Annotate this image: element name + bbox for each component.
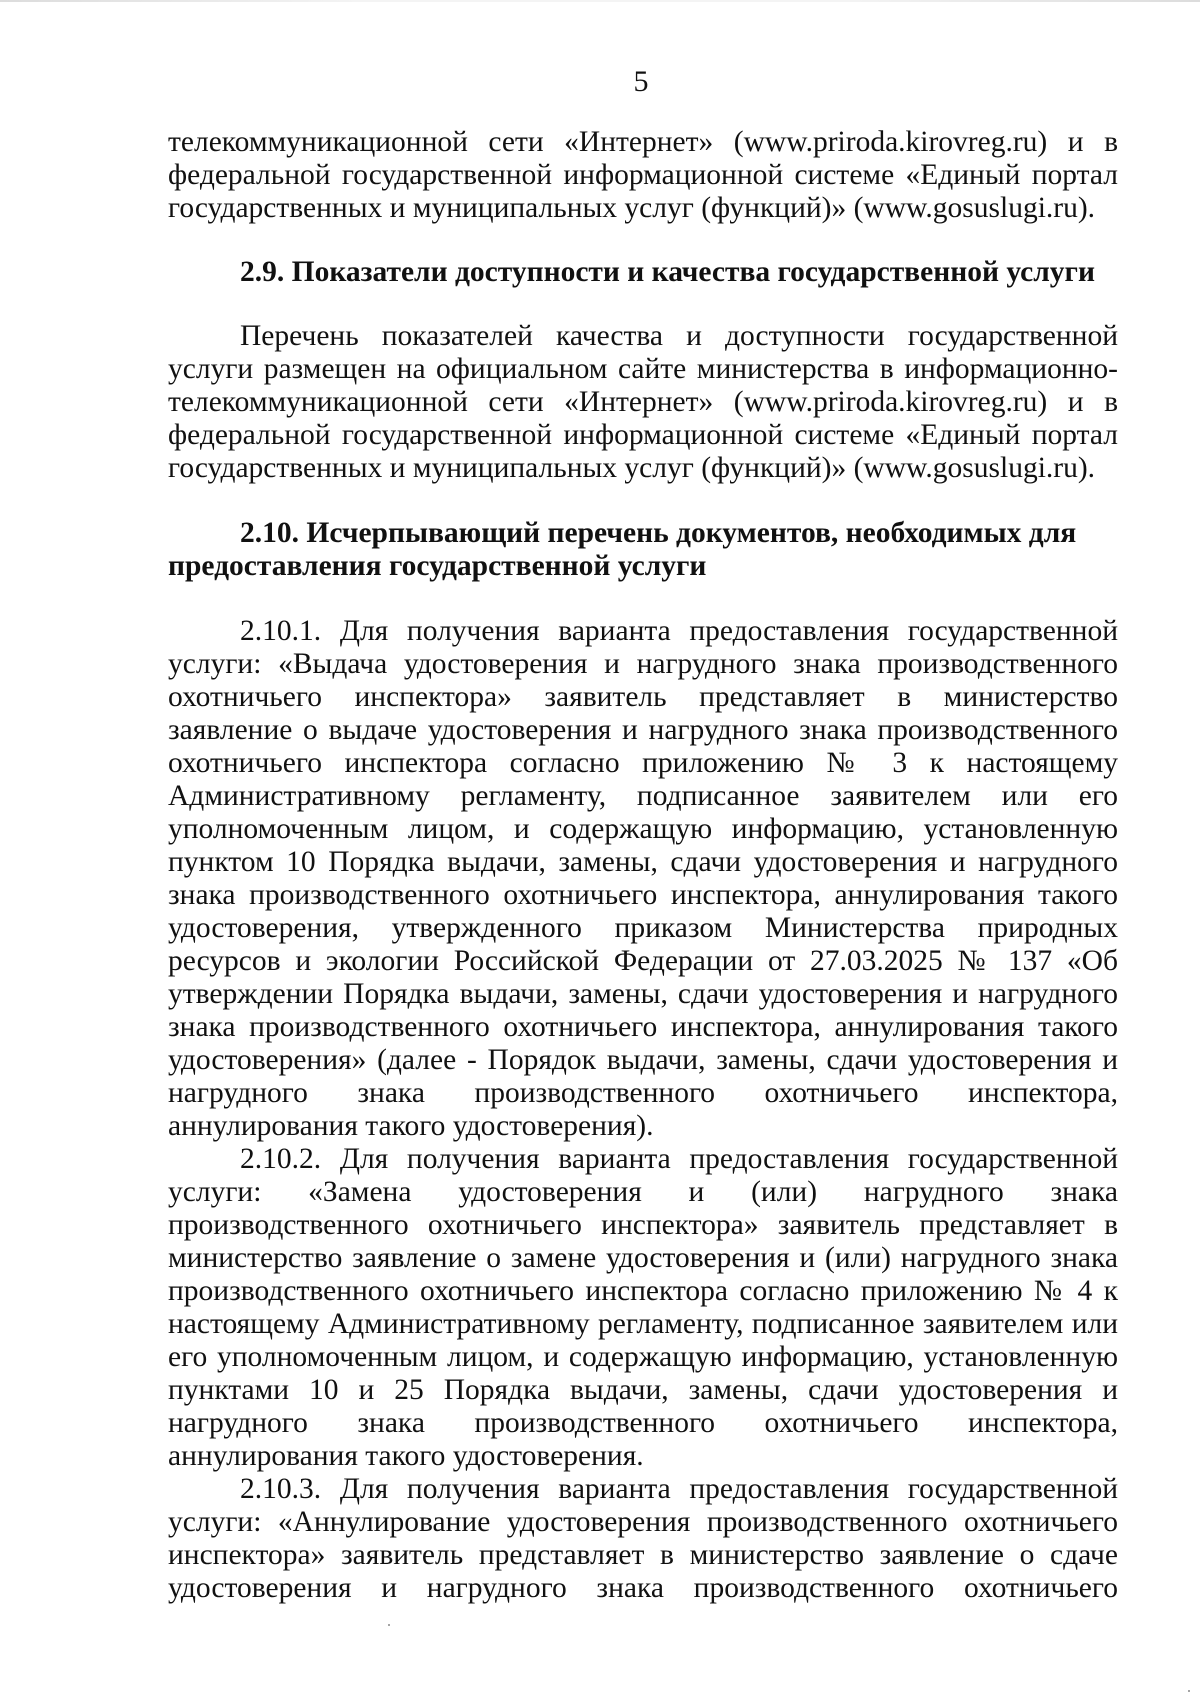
document-body <box>168 126 1118 1605</box>
page-number: 5 <box>633 65 649 98</box>
section-2-9-heading: 2.9. Показатели доступности и качества государственной услуги <box>240 256 1095 288</box>
paragraph-2-10-3: 2.10.3. Для получения варианта предоставления государственной услуги: «Аннулирование удостоверения производственного охотничьего инспектора» заявитель представляет в министерство заявление о сдаче удостоверения и нагрудного знака производственного охотничьего <box>168 1473 1118 1604</box>
scan-speck <box>388 1624 390 1626</box>
scan-top-edge <box>0 0 1200 2</box>
section-2-10-heading: 2.10. Исчерпывающий перечень документов, необходимых для предоставления государственной услуги <box>168 517 1077 582</box>
section-2-9-paragraph: Перечень показателей качества и доступности государственной услуги размещен на официальном сайте министерства в информационно-телекоммуникационной сети «Интернет» (www.priroda.kirovreg.ru) и в федеральной государственной информационной системе «Единый портал государственных и муниципальных услуг (функций)» (www.gosuslugi.ru). <box>168 320 1118 484</box>
scan-speck <box>1188 1690 1190 1692</box>
paragraph-2-10-1: 2.10.1. Для получения варианта предоставления государственной услуги: «Выдача удостоверения и нагрудного знака производственного охотничьего инспектора» заявитель представляет в министерство заявление о выдаче удостоверения и нагрудного знака производственного охотничьего инспектора согласно приложению № 3 к настоящему Административному регламенту, подписанное заявителем или его уполномоченным лицом, и содержащую информацию, установленную пунктом 10 Порядка выдачи, замены, сдачи удостоверения и нагрудного знака производственного охотничьего инспектора, аннулирования такого удостоверения, утвержденного приказом Министерства природных ресурсов и экологии Российской Федерации от 27.03.2025 № 137 «Об утверждении Порядка выдачи, замены, сдачи удостоверения и нагрудного знака производственного охотничьего инспектора, аннулирования такого удостоверения» (далее - Порядок выдачи, замены, сдачи удостоверения и нагрудного знака производственного охотничьего инспектора, аннулирования такого удостоверения). <box>168 615 1118 1142</box>
intro-paragraph: телекоммуникационной сети «Интернет» (www.priroda.kirovreg.ru) и в федеральной государственной информационной системе «Единый портал государственных и муниципальных услуг (функций)» (www.gosuslugi.ru). <box>168 126 1118 224</box>
paragraph-2-10-2: 2.10.2. Для получения варианта предоставления государственной услуги: «Замена удостоверения и (или) нагрудного знака производственного охотничьего инспектора» заявитель представляет в министерство заявление о замене удостоверения и (или) нагрудного знака производственного охотничьего инспектора согласно приложению № 4 к настоящему Административному регламенту, подписанное заявителем или его уполномоченным лицом, и содержащую информацию, установленную пунктами 10 и 25 Порядка выдачи, замены, сдачи удостоверения и нагрудного знака производственного охотничьего инспектора, аннулирования такого удостоверения. <box>168 1143 1118 1472</box>
